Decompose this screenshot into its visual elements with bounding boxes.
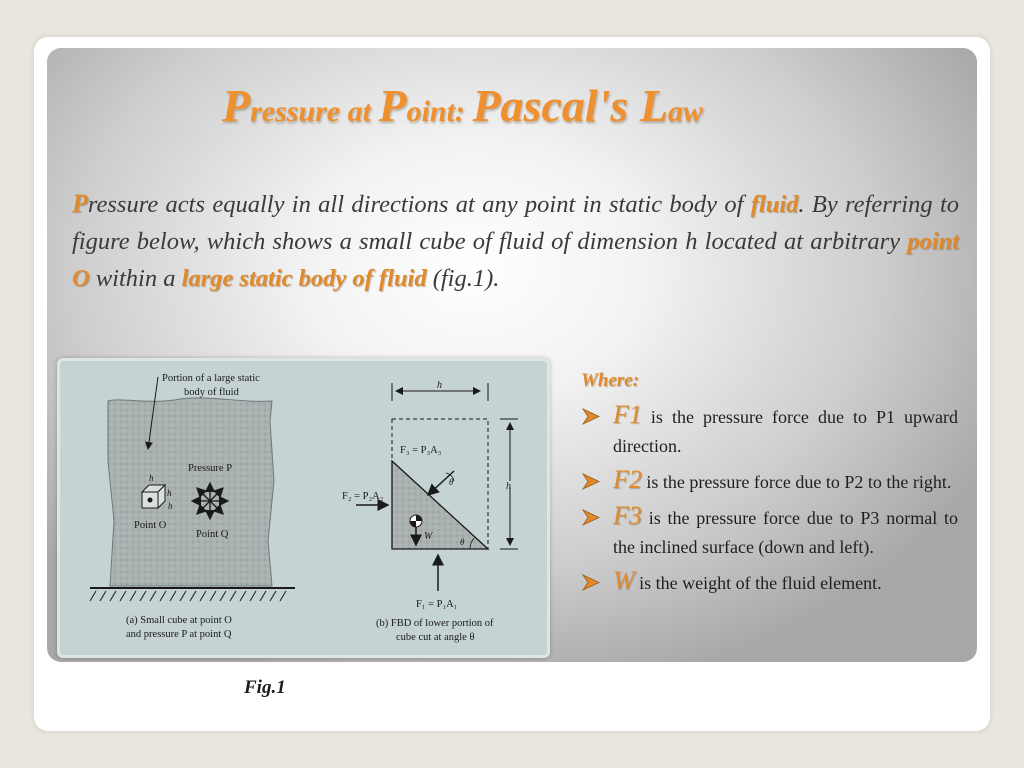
theta-top: θ	[449, 477, 454, 487]
caption-a-line1: (a) Small cube at point O	[126, 615, 232, 626]
arrowhead-bullet-icon	[582, 574, 600, 591]
title-part: ressure at	[250, 95, 379, 128]
caption-b-line1: (b) FBD of lower portion of	[376, 618, 494, 629]
item-text: is the pressure force due to P1 upward direction.	[613, 407, 958, 456]
intro-text: ressure acts equally in all directions at any point in static body of	[87, 191, 751, 218]
caption-a-line2: and pressure P at point Q	[126, 629, 232, 640]
symbol-f2: F2	[613, 465, 642, 494]
intro-text: (fig.1).	[426, 265, 500, 292]
title-part: P	[378, 80, 407, 131]
fluid-body	[108, 398, 274, 586]
cube-h-side: h	[167, 488, 172, 498]
cube-h-top: h	[149, 473, 154, 483]
intro-paragraph	[72, 185, 959, 297]
intro-text: within a	[89, 265, 182, 292]
highlight-large-static-body: large static body of fluid	[181, 265, 427, 292]
intro-dropcap: P	[72, 189, 88, 218]
list-item	[580, 400, 958, 461]
fbd-triangle	[392, 461, 488, 549]
list-item	[580, 501, 958, 562]
arrowhead-bullet-icon	[582, 408, 600, 425]
dim-h-right: h	[506, 481, 511, 492]
label-point-q: Point Q	[196, 529, 229, 540]
small-cube	[142, 485, 165, 508]
label-portion: Portion of a large static	[162, 373, 260, 384]
label-w: W	[424, 531, 433, 542]
label-f3: F₃ = P₃A₃	[400, 445, 442, 456]
list-item	[580, 566, 958, 598]
label-f2: F₂ = P₂A₂	[342, 491, 384, 502]
symbol-f3: F3	[613, 501, 642, 530]
arrowhead-bullet-icon	[582, 473, 600, 490]
title-part: Pascal's	[472, 80, 640, 131]
ground-hatch	[90, 591, 286, 601]
figure-diagram	[60, 361, 547, 655]
pressure-star	[192, 483, 228, 519]
highlight-fluid: fluid	[750, 191, 799, 218]
title-part: oint:	[406, 95, 473, 128]
figure-caption: Fig.1	[244, 677, 286, 698]
symbol-w: W	[613, 566, 635, 595]
where-heading: Where:	[581, 370, 640, 391]
where-list	[580, 400, 958, 602]
label-f1: F₁ = P₁A₁	[416, 599, 458, 610]
title-part: aw	[667, 95, 703, 128]
label-pressure: Pressure P	[188, 463, 233, 474]
dim-h-top: h	[437, 380, 442, 391]
highlight-point-o: point O	[72, 228, 959, 292]
title-part: L	[639, 80, 668, 131]
list-item	[580, 465, 958, 497]
label-point-o: Point O	[134, 520, 167, 531]
slide-title	[222, 78, 703, 140]
item-text: is the pressure force due to P2 to the right.	[641, 472, 952, 492]
arrowhead-bullet-icon	[582, 509, 600, 526]
cube-h-side2: h	[168, 501, 173, 511]
title-part: P	[222, 80, 251, 131]
label-body: body of fluid	[184, 387, 239, 398]
symbol-f1: F1	[613, 400, 642, 429]
theta-bottom: θ	[460, 537, 465, 547]
item-text: is the weight of the fluid element.	[634, 573, 882, 593]
caption-b-line2: cube cut at angle θ	[396, 632, 475, 643]
figure-image	[57, 358, 550, 658]
item-text: is the pressure force due to P3 normal to the inclined surface (down and left).	[613, 508, 958, 557]
intro-text: . By referring to figure below, which shows a small cube of fluid of dimension h located at arbitrary	[72, 191, 960, 255]
